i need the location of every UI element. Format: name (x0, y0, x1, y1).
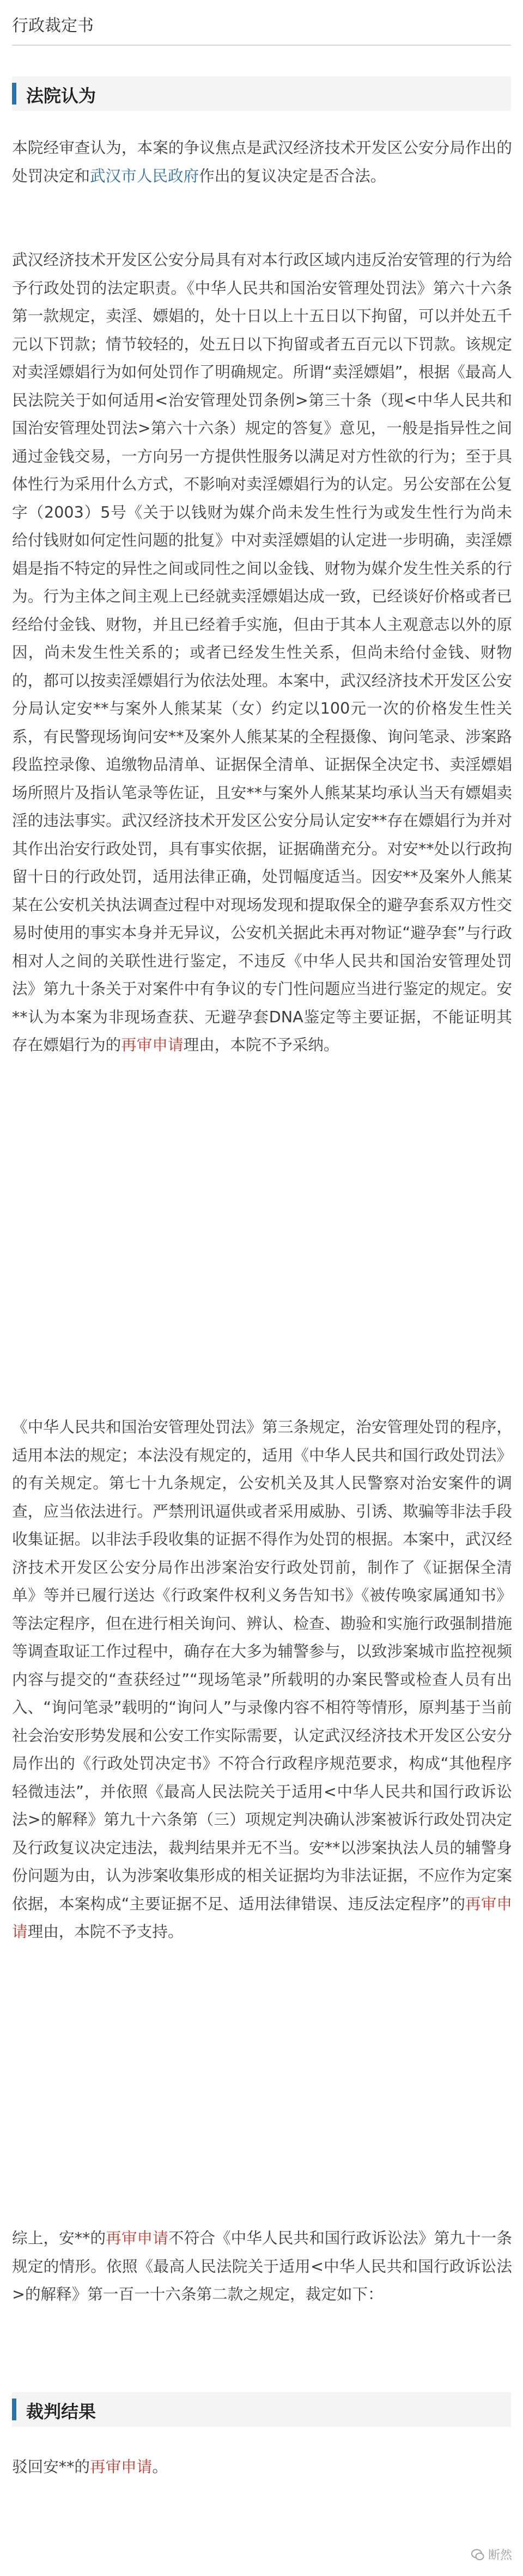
section-heading-label: 裁判结果 (26, 2401, 96, 2422)
section-heading-opinion (12, 76, 511, 111)
section-accent-bar (12, 2399, 16, 2420)
paragraph-conclusion (12, 2224, 512, 2309)
watermark (471, 2546, 512, 2563)
retrial-application-link[interactable]: 再审申请 (89, 2457, 153, 2476)
retrial-application-link[interactable]: 再审申请 (106, 2229, 168, 2247)
paragraph-text: 。 (152, 2457, 168, 2476)
paragraph-text: 本院经审查认为，本案的争议焦点是武汉经济技术开发区公安分局作出的处罚决定和 (12, 138, 512, 185)
retrial-application-link[interactable]: 再审申请 (121, 1035, 184, 1054)
paragraph-text: 不符合《中华人民共和国行政诉讼法》第九十一条规定的情形。依照《最高人民法院关于适用<中华人民共和国行政诉讼法>的解释》第一百一十六条第二款之规定，裁定如下： (12, 2229, 512, 2303)
document-type-title: 行政裁定书 (12, 16, 94, 35)
paragraph-text: 驳回安**的 (12, 2457, 90, 2476)
watermark-text: 断然 (488, 2549, 512, 2562)
retrial-application-link[interactable]: 再审申请 (12, 1894, 512, 1941)
paragraph-text: 理由，本院不予支持。 (27, 1922, 184, 1941)
government-link[interactable]: 武汉市人民政府 (89, 166, 199, 185)
header-bar (0, 0, 523, 44)
header-divider (12, 45, 511, 46)
paragraph-text: 综上，安**的 (12, 2229, 106, 2247)
paragraph-penalty-analysis (12, 246, 512, 1059)
chat-bubble-icon (471, 2548, 485, 2562)
paragraph-ruling (12, 2453, 512, 2481)
paragraph-procedure-analysis (12, 1413, 512, 1946)
paragraph-text: 武汉经济技术开发区公安分局具有对本行政区域内违反治安管理的行为给予行政处罚的法定职责。《中华人民共和国治安管理处罚法》第六十六条第一款规定，卖淫、嫖娼的，处十日以上十五日以下拘留，可以并处五千元以下罚款；情节较轻的，处五日以下拘留或者五百元以下罚款。该规定对卖淫嫖娼行为如何处罚作了明确规定。所谓“卖淫嫖娼”，根据《最高人民法院关于如何适用<治安管理处罚条例>第三十条（现<中华人民共和国治安管理处罚法>第六十六条）规定的答复》意见，一般是指异性之间通过金钱交易，一方向另一方提供性服务以满足对方性欲的行为；至于具体性行为采用什么方式，不影响对卖淫嫖娼行为的认定。另公安部在公复字（2003）5号《关于以钱财为媒介尚未发生性行为或发生性行为尚未给付钱财如何定性问题的批复》中对卖淫嫖娼的认定进一步明确，卖淫嫖娼是指不特定的异性之间或同性之间以金钱、财物为媒介发生性关系的行为。行为主体之间主观上已经就卖淫嫖娼达成一致，已经谈好价格或者已经给付金钱、财物，并且已经着手实施，但由于其本人主观意志以外的原因，尚未发生性关系的；或者已经发生性关系，但尚未给付金钱、财物的，都可以按卖淫嫖娼行为依法处理。本案中，武汉经济技术开发区公安分局认定安**与案外人熊某某（女）约定以100元一次的价格发生性关系，有民警现场询问安**及案外人熊某某的全程摄像、询问笔录、涉案路段监控录像、追缴物品清单、证据保全清单、证据保全决定书、卖淫嫖娼场所照片及指认笔录等佐证，且安**与案外人熊某某均承认当天有嫖娼卖淫的违法事实。武汉经济技术开发区公安分局认定安**存在嫖娼行为并对其作出治安行政处罚，具有事实依据，证据确凿充分。对安**处以行政拘留十日的行政处罚，适用法律正确，处罚幅度适当。因安**及案外人熊某某在公安机关执法调查过程中对现场发现和提取保全的避孕套系双方性交易时使用的事实本身并无异议，公安机关据此未再对物证“避孕套”与行政相对人之间的关联性进行鉴定，不违反《中华人民共和国治安管理处罚法》第九十条关于对案件中有争议的专门性问题应当进行鉴定的规定。安**认为本案为非现场查获、无避孕套DNA鉴定等主要证据，不能证明其存在嫖娼行为的 (12, 250, 512, 1054)
paragraph-text: 理由，本院不予采纳。 (183, 1035, 339, 1054)
paragraph-text: 作出的复议决定是否合法。 (199, 166, 386, 185)
section-accent-bar (12, 83, 16, 105)
paragraph-dispute-focus (12, 134, 512, 190)
section-heading-result (12, 2392, 511, 2427)
section-heading-label: 法院认为 (26, 85, 96, 106)
paragraph-text: 《中华人民共和国治安管理处罚法》第三条规定，治安管理处罚的程序，适用本法的规定；本法没有规定的，适用《中华人民共和国行政处罚法》的有关规定。第七十九条规定，公安机关及其人民警察对治安案件的调查，应当依法进行。严禁刑讯逼供或者采用威胁、引诱、欺骗等非法手段收集证据。以非法手段收集的证据不得作为处罚的根据。本案中，武汉经济技术开发区公安分局作出涉案治安行政处罚前，制作了《证据保全清单》等并已履行送达《行政案件权利义务告知书》《被传唤家属通知书》等法定程序，但在进行相关询问、辨认、检查、勘验和实施行政强制措施等调查取证工作过程中，确存在大多为辅警参与，以致涉案城市监控视频内容与提交的“查获经过”“现场笔录”所载明的办案民警或检查人员有出入、“询问笔录”载明的“询问人”与录像内容不相符等情形，原判基于当前社会治安形势发展和公安工作实际需要，认定武汉经济技术开发区公安分局作出的《行政处罚决定书》不符合行政程序规范要求，构成“其他程序轻微违法”，并依照《最高人民法院关于适用<中华人民共和国行政诉讼法>的解释》第九十六条第（三）项规定判决确认涉案被诉行政处罚决定及行政复议决定违法，裁判结果并无不当。安**以涉案执法人员的辅警身份问题为由，认为涉案收集形成的相关证据均为非法证据，不应作为定案依据，本案构成“主要证据不足、适用法律错误、违反法定程序”的 (12, 1418, 512, 1913)
